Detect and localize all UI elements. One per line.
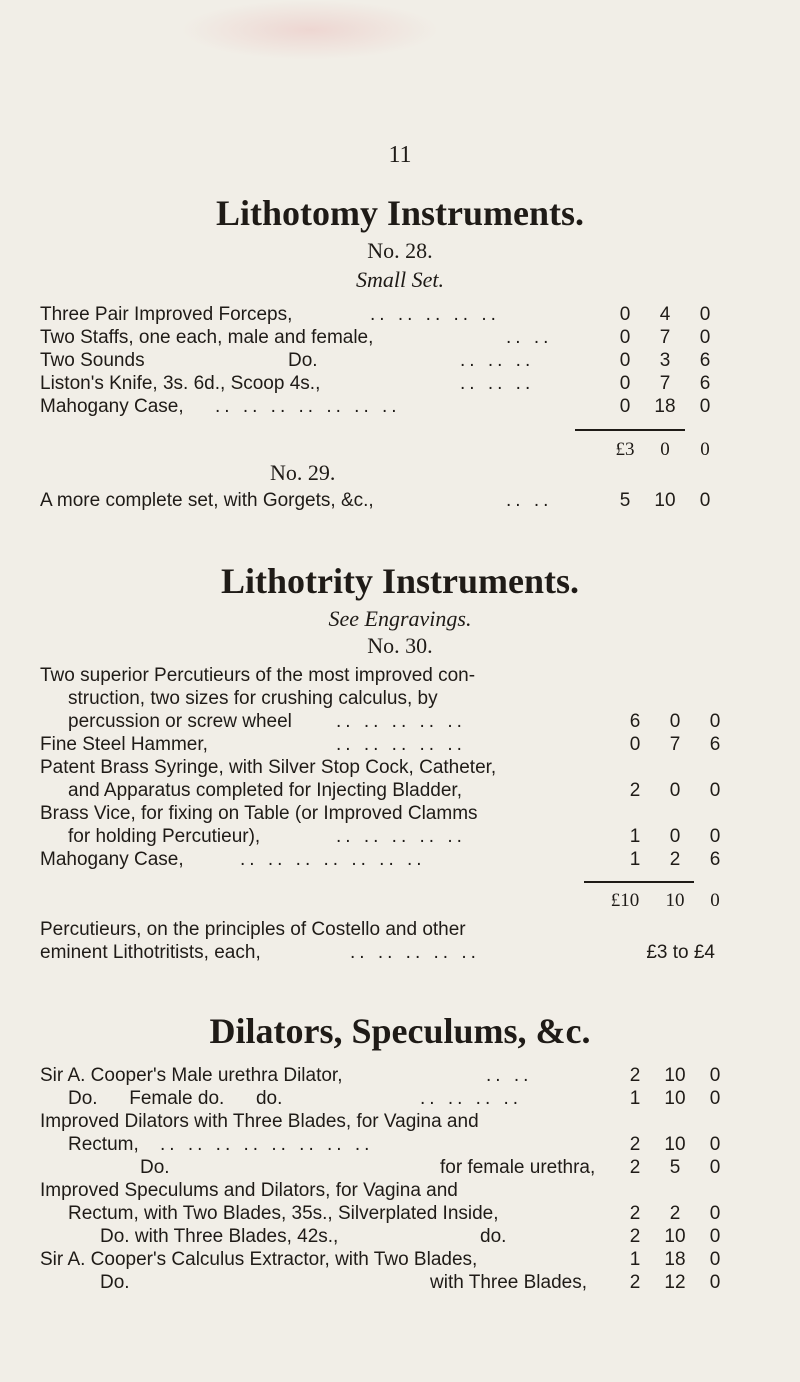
item-label: Two Sounds	[40, 350, 145, 371]
pence: 0	[699, 396, 711, 417]
shillings: 4	[659, 304, 671, 325]
shillings: 2	[669, 849, 681, 870]
pounds: 0	[619, 350, 631, 371]
shillings: 10	[664, 1065, 686, 1086]
item-label: Mahogany Case,	[40, 396, 184, 417]
pence: 6	[709, 849, 721, 870]
leader-dots: .. ..	[506, 490, 553, 511]
list-item	[40, 488, 780, 514]
pence: 6	[699, 350, 711, 371]
small-set-label: Small Set.	[356, 267, 444, 292]
total-row	[40, 888, 780, 914]
item-label: Do.	[100, 1272, 130, 1293]
ditto-label: Do.	[288, 350, 318, 371]
item-label: Mahogany Case,	[40, 849, 184, 870]
shillings: 7	[659, 327, 671, 348]
shillings: 0	[669, 711, 681, 732]
pence: 0	[699, 304, 711, 325]
item-label: struction, two sizes for crushing calculus, by	[68, 688, 438, 709]
item-label: and Apparatus completed for Injecting Bladder,	[68, 780, 462, 801]
pounds: 2	[629, 1157, 641, 1178]
see-engravings: See Engravings.	[328, 606, 472, 631]
lithotomy-no29: No. 29.	[270, 460, 336, 485]
pence: 0	[709, 1272, 721, 1293]
leader-dots: .. ..	[506, 327, 553, 348]
pence: 0	[709, 1249, 721, 1270]
item-label: for holding Percutieur),	[68, 826, 261, 847]
pence: 0	[709, 1065, 721, 1086]
pence: 6	[709, 734, 721, 755]
lithotrity-no30: No. 30.	[367, 633, 433, 658]
item-label: Percutieurs, on the principles of Costello and other	[40, 919, 466, 940]
item-label: Two Staffs, one each, male and female,	[40, 327, 374, 348]
item-label: Rectum,	[68, 1134, 139, 1155]
leader-dots: .. .. ..	[460, 373, 535, 394]
leader-dots: .. .. .. .. ..	[350, 942, 480, 963]
pounds: 0	[619, 373, 631, 394]
pounds: 5	[619, 490, 631, 511]
list-item	[40, 394, 780, 420]
total-shillings: 0	[660, 439, 670, 460]
leader-dots: .. .. .. .. .. .. ..	[215, 396, 401, 417]
shillings: 5	[669, 1157, 681, 1178]
pence: 0	[709, 780, 721, 801]
leader-dots: .. .. .. ..	[420, 1088, 523, 1109]
pounds: 0	[619, 327, 631, 348]
shillings: 0	[669, 826, 681, 847]
pounds: 6	[629, 711, 641, 732]
pence: 0	[699, 327, 711, 348]
pounds: 2	[629, 780, 641, 801]
lithotomy-no28: No. 28.	[367, 238, 433, 263]
pounds: 0	[619, 304, 631, 325]
pence: 0	[709, 1088, 721, 1109]
shillings: 18	[654, 396, 676, 417]
total-pounds: £3	[615, 439, 635, 460]
shillings: 12	[664, 1272, 686, 1293]
pence: 0	[709, 826, 721, 847]
lithotrity-heading: Lithotrity Instruments.	[221, 561, 579, 601]
total-pence: 0	[710, 890, 720, 911]
pounds: 0	[629, 734, 641, 755]
shillings: 18	[664, 1249, 686, 1270]
shillings: 10	[664, 1134, 686, 1155]
item-label: eminent Lithotritists, each,	[40, 942, 261, 963]
leader-dots: .. .. ..	[460, 350, 535, 371]
pence: 0	[709, 711, 721, 732]
total-pence: 0	[700, 439, 710, 460]
leader-dots: .. .. .. .. ..	[336, 734, 466, 755]
item-label: A more complete set, with Gorgets, &c.,	[40, 490, 374, 511]
total-rule	[584, 881, 694, 883]
item-label: Improved Speculums and Dilators, for Vagina and	[40, 1180, 458, 1201]
leader-dots: .. .. .. .. ..	[336, 826, 466, 847]
pounds: 0	[619, 396, 631, 417]
page-number: 11	[388, 142, 412, 168]
item-label: Improved Dilators with Three Blades, for Vagina and	[40, 1111, 479, 1132]
item-label: Sir A. Cooper's Male urethra Dilator,	[40, 1065, 343, 1086]
shillings: 0	[669, 780, 681, 801]
pounds: 1	[629, 1088, 641, 1109]
total-rule	[575, 429, 685, 431]
item-label: Sir A. Cooper's Calculus Extractor, with Two Blades,	[40, 1249, 478, 1270]
leader-dots: .. .. .. .. .. .. ..	[240, 849, 426, 870]
list-item	[40, 847, 780, 873]
pounds: 2	[629, 1065, 641, 1086]
pence: 0	[709, 1203, 721, 1224]
item-label-right: do.	[480, 1226, 507, 1247]
item-label: Do. Female do. do.	[68, 1088, 283, 1109]
list-item	[40, 940, 780, 966]
item-label: Do.	[140, 1157, 170, 1178]
shillings: 2	[669, 1203, 681, 1224]
item-label-right: with Three Blades,	[430, 1272, 588, 1293]
pence: 0	[709, 1134, 721, 1155]
pence: 0	[709, 1157, 721, 1178]
page-stain	[180, 0, 440, 60]
list-item	[40, 1270, 780, 1296]
dilators-heading: Dilators, Speculums, &c.	[209, 1011, 591, 1051]
shillings: 7	[659, 373, 671, 394]
pounds: 2	[629, 1272, 641, 1293]
leader-dots: .. .. .. .. ..	[370, 304, 500, 325]
price-range: £3 to £4	[646, 942, 715, 963]
pounds: 2	[629, 1226, 641, 1247]
item-label: percussion or screw wheel	[68, 711, 292, 732]
pounds: 2	[629, 1203, 641, 1224]
total-pounds: £10	[610, 890, 640, 911]
pounds: 1	[629, 849, 641, 870]
item-label: Liston's Knife, 3s. 6d., Scoop 4s.,	[40, 373, 321, 394]
item-label-right: for female urethra,	[440, 1157, 596, 1178]
pence: 6	[699, 373, 711, 394]
lithotomy-heading: Lithotomy Instruments.	[215, 193, 584, 233]
shillings: 10	[664, 1226, 686, 1247]
pence: 0	[709, 1226, 721, 1247]
leader-dots: .. ..	[486, 1065, 533, 1086]
pounds: 1	[629, 1249, 641, 1270]
pounds: 1	[629, 826, 641, 847]
item-label: Two superior Percutieurs of the most improved con-	[40, 665, 476, 686]
item-label: Brass Vice, for fixing on Table (or Improved Clamms	[40, 803, 478, 824]
pence: 0	[699, 490, 711, 511]
shillings: 10	[654, 490, 676, 511]
shillings: 7	[669, 734, 681, 755]
item-label: Fine Steel Hammer,	[40, 734, 208, 755]
leader-dots: .. .. .. .. ..	[336, 711, 466, 732]
leader-dots: .. .. .. .. .. .. .. ..	[160, 1134, 374, 1155]
shillings: 3	[659, 350, 671, 371]
total-shillings: 10	[665, 890, 685, 911]
item-label: Do. with Three Blades, 42s.,	[100, 1226, 339, 1247]
shillings: 10	[664, 1088, 686, 1109]
item-label: Three Pair Improved Forceps,	[40, 304, 293, 325]
pounds: 2	[629, 1134, 641, 1155]
item-label: Rectum, with Two Blades, 35s., Silverplated Inside,	[68, 1203, 499, 1224]
item-label: Patent Brass Syringe, with Silver Stop Cock, Catheter,	[40, 757, 497, 778]
